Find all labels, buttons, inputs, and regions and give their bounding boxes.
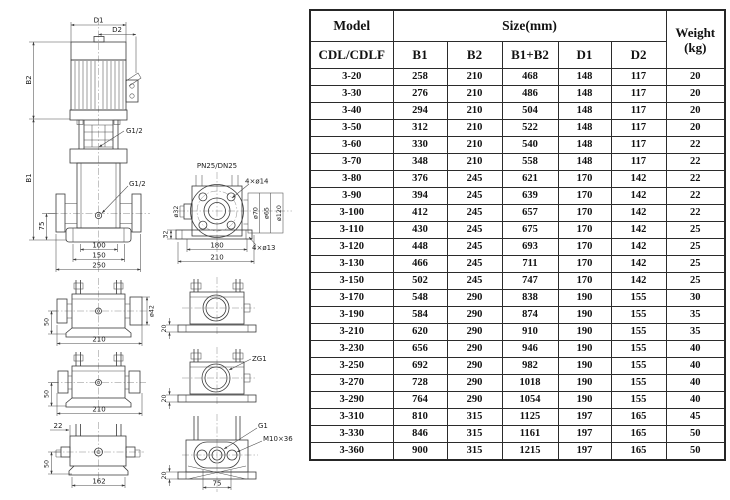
cell-d1: 148	[558, 120, 611, 137]
front-dimensions	[25, 17, 146, 273]
cell-d1: 197	[558, 426, 611, 443]
cell-b1: 412	[393, 205, 447, 222]
col-header-d1: D1	[558, 42, 611, 69]
cell-b1: 900	[393, 443, 447, 461]
cell-weight: 22	[666, 137, 725, 154]
cell-b1b2: 838	[502, 290, 558, 307]
dim-label-20c: 20	[161, 471, 168, 480]
cell-b1: 330	[393, 137, 447, 154]
cell-b2: 315	[447, 443, 502, 461]
side-a-dimensions	[44, 297, 156, 346]
port-centerlines	[178, 172, 292, 252]
dim-label-dia32: ø32	[173, 205, 180, 218]
port-flange-view	[163, 162, 293, 264]
cell-b1b2: 711	[502, 256, 558, 273]
cell-weight: 35	[666, 324, 725, 341]
dim-label-210: 210	[210, 253, 224, 262]
cell-b1: 348	[393, 154, 447, 171]
cell-weight: 22	[666, 154, 725, 171]
cell-b2: 290	[447, 290, 502, 307]
cell-b1b2: 504	[502, 103, 558, 120]
table-row	[310, 120, 725, 137]
dim-label-dia65: ø65	[263, 207, 271, 219]
cell-b2: 245	[447, 171, 502, 188]
cell-model: 3-270	[310, 375, 393, 392]
cell-b1: 692	[393, 358, 447, 375]
table-row	[310, 137, 725, 154]
dim-label-m10: M10×36	[263, 435, 293, 443]
cell-d2: 165	[611, 409, 666, 426]
cell-b2: 315	[447, 409, 502, 426]
cell-b1b2: 522	[502, 120, 558, 137]
col-header-b1: B1	[393, 42, 447, 69]
cell-b2: 245	[447, 256, 502, 273]
cell-d1: 170	[558, 205, 611, 222]
dim-label-zg1: ZG1	[252, 355, 267, 363]
cell-model: 3-70	[310, 154, 393, 171]
cell-b1: 466	[393, 256, 447, 273]
dim-label-75c: 75	[212, 479, 222, 488]
drawing-svg	[0, 0, 310, 500]
cell-b1b2: 639	[502, 188, 558, 205]
cell-weight: 22	[666, 205, 725, 222]
dim-label-20a: 20	[161, 324, 168, 333]
dim-label-32: 32	[162, 230, 170, 239]
table-row	[310, 256, 725, 273]
cell-b2: 210	[447, 137, 502, 154]
cell-b1: 294	[393, 103, 447, 120]
dim-label-4x14: 4×ø14	[245, 177, 269, 186]
dim-label-50a: 50	[43, 317, 51, 327]
cell-b1b2: 540	[502, 137, 558, 154]
cell-d1: 190	[558, 324, 611, 341]
dim-label-22: 22	[53, 422, 63, 430]
cell-d1: 190	[558, 290, 611, 307]
cell-model: 3-130	[310, 256, 393, 273]
cell-weight: 50	[666, 443, 725, 461]
cell-d1: 190	[558, 375, 611, 392]
cell-b1b2: 558	[502, 154, 558, 171]
dim-label-50c: 50	[43, 459, 51, 469]
pump-dimension-drawing	[0, 0, 310, 500]
cell-d1: 197	[558, 409, 611, 426]
cell-weight: 20	[666, 86, 725, 103]
cell-weight: 50	[666, 426, 725, 443]
cell-d1: 190	[558, 392, 611, 409]
cell-weight: 20	[666, 103, 725, 120]
table-row	[310, 426, 725, 443]
cell-b2: 210	[447, 69, 502, 86]
cell-b1: 764	[393, 392, 447, 409]
cell-b1b2: 675	[502, 222, 558, 239]
cell-d2: 117	[611, 120, 666, 137]
cell-d2: 155	[611, 290, 666, 307]
cell-b1b2: 486	[502, 86, 558, 103]
cell-d1: 190	[558, 307, 611, 324]
dim-label-dia120: ø120	[276, 205, 283, 221]
cell-b1: 728	[393, 375, 447, 392]
cell-b2: 290	[447, 307, 502, 324]
table-row	[310, 154, 725, 171]
table-header	[310, 10, 725, 69]
cell-b2: 210	[447, 103, 502, 120]
cell-d2: 155	[611, 392, 666, 409]
dim-label-250: 250	[92, 261, 106, 270]
col-header-b1b2: B1+B2	[502, 42, 558, 69]
cell-d1: 148	[558, 154, 611, 171]
cell-b2: 245	[447, 273, 502, 290]
table-row	[310, 273, 725, 290]
suction-flange	[56, 194, 65, 232]
cell-d1: 170	[558, 256, 611, 273]
cell-d2: 155	[611, 341, 666, 358]
table-row	[310, 443, 725, 461]
cell-d2: 155	[611, 375, 666, 392]
dim-label-d1: D1	[93, 16, 104, 25]
cell-d2: 117	[611, 137, 666, 154]
weight-label-line1: Weight	[675, 24, 716, 40]
cell-weight: 25	[666, 239, 725, 256]
weight-label-line2: (kg)	[684, 39, 707, 55]
cell-d1: 170	[558, 239, 611, 256]
cell-model: 3-150	[310, 273, 393, 290]
dim-label-100: 100	[92, 241, 106, 250]
cell-d2: 155	[611, 358, 666, 375]
cell-model: 3-90	[310, 188, 393, 205]
cell-b1b2: 468	[502, 69, 558, 86]
table-row	[310, 69, 725, 86]
col-header-d2: D2	[611, 42, 666, 69]
table-row	[310, 103, 725, 120]
cell-b2: 290	[447, 341, 502, 358]
dim-label-20b: 20	[161, 394, 168, 403]
dim-label-dia70: ø70	[252, 207, 260, 219]
cell-b1: 548	[393, 290, 447, 307]
cell-model: 3-190	[310, 307, 393, 324]
table-row	[310, 290, 725, 307]
side-view-b	[44, 350, 147, 416]
cell-b1b2: 693	[502, 239, 558, 256]
cell-b1: 394	[393, 188, 447, 205]
dim-label-75: 75	[38, 221, 46, 231]
cell-b1b2: 1054	[502, 392, 558, 409]
cell-b1b2: 874	[502, 307, 558, 324]
cell-b1b2: 1018	[502, 375, 558, 392]
cell-d2: 165	[611, 443, 666, 461]
dim-label-162: 162	[92, 477, 106, 486]
cell-b1b2: 657	[502, 205, 558, 222]
dim-label-d2: D2	[112, 26, 122, 34]
cell-d1: 170	[558, 171, 611, 188]
table-row	[310, 409, 725, 426]
dim-label-180: 180	[210, 241, 224, 250]
cell-weight: 40	[666, 341, 725, 358]
col-header-weight	[666, 10, 725, 69]
side-view-c	[44, 422, 145, 488]
cell-b1b2: 1161	[502, 426, 558, 443]
port-view-b	[161, 347, 267, 409]
dim-label-210a: 210	[92, 335, 106, 344]
cell-model: 3-100	[310, 205, 393, 222]
cell-d2: 117	[611, 103, 666, 120]
dim-label-g12-side: G1/2	[129, 180, 146, 188]
cell-weight: 40	[666, 358, 725, 375]
cell-b1b2: 982	[502, 358, 558, 375]
port-view-c	[161, 414, 293, 492]
front-view	[25, 17, 150, 273]
table-row	[310, 171, 725, 188]
cell-weight: 25	[666, 273, 725, 290]
cell-model: 3-120	[310, 239, 393, 256]
cell-d2: 117	[611, 69, 666, 86]
cell-model: 3-80	[310, 171, 393, 188]
cell-weight: 40	[666, 392, 725, 409]
side-view-a	[44, 278, 156, 346]
table-row	[310, 188, 725, 205]
cell-b1b2: 946	[502, 341, 558, 358]
cell-d2: 165	[611, 426, 666, 443]
cell-weight: 30	[666, 290, 725, 307]
dim-label-210b: 210	[92, 405, 106, 414]
table-row	[310, 392, 725, 409]
cell-d2: 142	[611, 239, 666, 256]
col-header-model: Model	[310, 10, 393, 42]
port-view-a	[161, 277, 256, 339]
cell-b2: 290	[447, 392, 502, 409]
cell-d2: 142	[611, 205, 666, 222]
cell-model: 3-50	[310, 120, 393, 137]
cell-model: 3-60	[310, 137, 393, 154]
port-dimensions	[163, 230, 276, 264]
terminal-box	[126, 80, 138, 102]
dim-label-g12-top: G1/2	[126, 127, 143, 135]
cell-model: 3-250	[310, 358, 393, 375]
table-row	[310, 341, 725, 358]
cell-b2: 290	[447, 324, 502, 341]
cell-d1: 170	[558, 222, 611, 239]
cell-b2: 245	[447, 188, 502, 205]
cell-d1: 170	[558, 273, 611, 290]
cell-b2: 210	[447, 86, 502, 103]
cell-d2: 155	[611, 307, 666, 324]
dim-label-50b: 50	[43, 389, 51, 399]
cell-b1: 312	[393, 120, 447, 137]
table-row	[310, 375, 725, 392]
dim-label-g1: G1	[258, 422, 268, 430]
cell-b1: 376	[393, 171, 447, 188]
cell-b1b2: 1215	[502, 443, 558, 461]
cell-b1b2: 1125	[502, 409, 558, 426]
table-row	[310, 324, 725, 341]
cell-d1: 148	[558, 103, 611, 120]
col-header-b2: B2	[447, 42, 502, 69]
cell-d2: 142	[611, 171, 666, 188]
cell-weight: 45	[666, 409, 725, 426]
dim-label-b1: B1	[25, 173, 33, 183]
cell-b2: 290	[447, 358, 502, 375]
table-body	[310, 69, 725, 461]
cell-d1: 148	[558, 86, 611, 103]
motor-fins	[75, 61, 123, 109]
discharge-flange	[132, 194, 141, 232]
cell-b2: 245	[447, 222, 502, 239]
col-header-size: Size(mm)	[393, 10, 666, 42]
col-header-model-sub: CDL/CDLF	[310, 42, 393, 69]
cell-model: 3-330	[310, 426, 393, 443]
dimension-table	[309, 9, 726, 461]
cell-model: 3-30	[310, 86, 393, 103]
cell-model: 3-110	[310, 222, 393, 239]
cell-d2: 117	[611, 154, 666, 171]
cell-model: 3-360	[310, 443, 393, 461]
motor-outline	[70, 37, 141, 121]
cell-model: 3-230	[310, 341, 393, 358]
cell-d2: 142	[611, 222, 666, 239]
front-centerline	[48, 18, 150, 272]
cell-model: 3-310	[310, 409, 393, 426]
cell-b1: 846	[393, 426, 447, 443]
table-row	[310, 358, 725, 375]
cell-weight: 25	[666, 256, 725, 273]
cell-b2: 210	[447, 154, 502, 171]
cell-b2: 245	[447, 205, 502, 222]
cell-b1: 502	[393, 273, 447, 290]
cell-b2: 245	[447, 239, 502, 256]
cell-b1: 448	[393, 239, 447, 256]
cell-weight: 35	[666, 307, 725, 324]
port-b-dimensions	[161, 355, 267, 409]
cell-d2: 155	[611, 324, 666, 341]
dim-label-dia42: ø42	[148, 305, 156, 317]
port-a-dimensions	[161, 318, 178, 339]
cell-b1: 584	[393, 307, 447, 324]
dim-label-4x13: 4×ø13	[252, 244, 276, 252]
cell-model: 3-20	[310, 69, 393, 86]
cell-b1: 430	[393, 222, 447, 239]
cell-weight: 20	[666, 120, 725, 137]
cell-d2: 142	[611, 188, 666, 205]
cell-d1: 170	[558, 188, 611, 205]
table-row	[310, 239, 725, 256]
cell-d1: 190	[558, 358, 611, 375]
cell-d1: 190	[558, 341, 611, 358]
cell-b1: 276	[393, 86, 447, 103]
cell-b2: 315	[447, 426, 502, 443]
cell-model: 3-210	[310, 324, 393, 341]
cell-d2: 142	[611, 273, 666, 290]
cell-d1: 148	[558, 69, 611, 86]
cell-d2: 117	[611, 86, 666, 103]
dimension-table-panel	[309, 9, 726, 461]
cell-model: 3-290	[310, 392, 393, 409]
cell-b1b2: 910	[502, 324, 558, 341]
table-row	[310, 307, 725, 324]
cell-b1: 620	[393, 324, 447, 341]
table-row	[310, 86, 725, 103]
cell-b1: 656	[393, 341, 447, 358]
cell-weight: 40	[666, 375, 725, 392]
cell-b2: 290	[447, 375, 502, 392]
cell-weight: 20	[666, 69, 725, 86]
cell-model: 3-40	[310, 103, 393, 120]
cell-weight: 22	[666, 188, 725, 205]
cell-d1: 148	[558, 137, 611, 154]
cell-d2: 142	[611, 256, 666, 273]
cell-weight: 22	[666, 171, 725, 188]
cell-b1: 810	[393, 409, 447, 426]
cell-b1b2: 747	[502, 273, 558, 290]
cell-weight: 25	[666, 222, 725, 239]
cell-model: 3-170	[310, 290, 393, 307]
cell-d1: 197	[558, 443, 611, 461]
dim-label-150: 150	[92, 251, 106, 260]
cell-b1b2: 621	[502, 171, 558, 188]
label-pn25: PN25/DN25	[196, 162, 238, 170]
dim-label-b2: B2	[25, 75, 33, 85]
cell-b1: 258	[393, 69, 447, 86]
table-row	[310, 205, 725, 222]
cell-b2: 210	[447, 120, 502, 137]
table-row	[310, 222, 725, 239]
